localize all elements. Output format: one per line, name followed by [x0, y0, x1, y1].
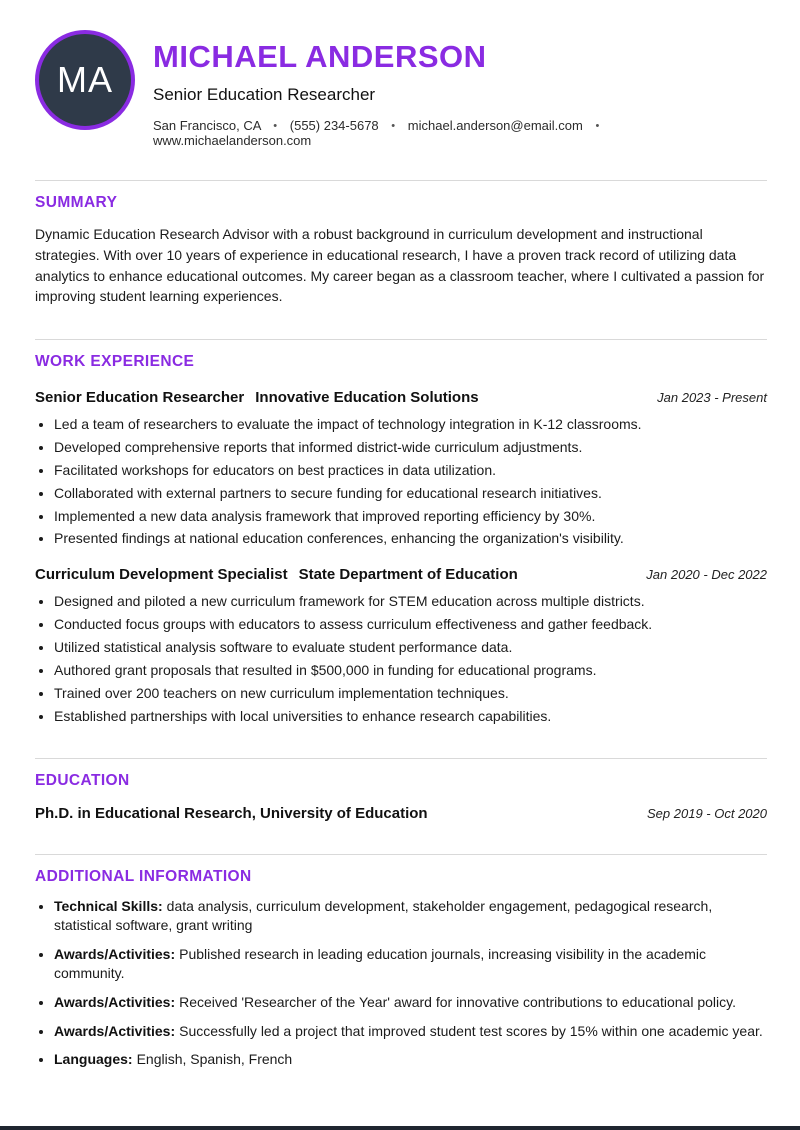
avatar — [35, 30, 135, 130]
section-divider — [35, 758, 767, 759]
candidate-name: MICHAEL ANDERSON — [153, 39, 487, 74]
candidate-title: Senior Education Researcher — [153, 85, 376, 105]
job-header — [35, 566, 767, 583]
info-item-label: Technical Skills: — [54, 897, 163, 914]
info-item-text: Published research in leading education journals, increasing visibility in the academic community. — [54, 945, 706, 982]
section-additional-information — [35, 854, 767, 1070]
education-dates: Sep 2019 - Oct 2020 — [647, 805, 767, 821]
bullet-item: • Trained over 200 teachers on new curriculum implementation techniques. — [54, 684, 767, 703]
info-item-label: Awards/Activities: — [54, 945, 176, 962]
page-bottom-edge — [0, 1126, 800, 1130]
info-item-text: Successfully led a project that improved student test scores by 15% within one academic year. — [179, 1022, 763, 1039]
dot-separator-icon: • — [273, 120, 278, 133]
additional-information-heading: ADDITIONAL INFORMATION — [35, 867, 252, 885]
bullet-item: • Implemented a new data analysis framework that improved reporting efficiency by 30%. — [54, 507, 767, 526]
job-title: Curriculum Development Specialist — [35, 566, 288, 584]
job-entry — [35, 389, 767, 548]
info-item — [54, 1050, 767, 1070]
bullet-item: • Developed comprehensive reports that informed district-wide curriculum adjustments. — [54, 438, 767, 457]
bullet-item: • Designed and piloted a new curriculum framework for STEM education across multiple districts. — [54, 592, 767, 611]
job-title-line — [35, 566, 518, 583]
bullet-item: • Authored grant proposals that resulted in $500,000 in funding for educational programs. — [54, 661, 767, 680]
bullet-item: • Led a team of researchers to evaluate the impact of technology integration in K-12 classrooms. — [54, 415, 767, 434]
info-item — [54, 993, 767, 1013]
job-bullet-list — [35, 592, 767, 725]
avatar-initials: MA — [57, 59, 113, 100]
info-item — [54, 897, 767, 936]
job-company: Innovative Education Solutions — [255, 388, 479, 406]
dot-separator-icon: • — [391, 120, 396, 133]
bullet-item: • Presented findings at national education conferences, enhancing the organization's visibility. — [54, 529, 767, 548]
summary-heading: SUMMARY — [35, 194, 118, 212]
job-bullet-list — [35, 415, 767, 548]
additional-info-list — [35, 897, 767, 1070]
work-experience-heading: WORK EXPERIENCE — [35, 352, 195, 370]
info-item — [54, 1022, 767, 1042]
info-item-text: Received 'Researcher of the Year' award for innovative contributions to educational policy. — [179, 994, 736, 1011]
section-work-experience — [35, 339, 767, 726]
bullet-item: • Utilized statistical analysis software to evaluate student performance data. — [54, 638, 767, 657]
summary-text: Dynamic Education Research Advisor with a robust background in curriculum development and instructional strategies. With over 10 years of experience in educational research, I have a proven track record of utilizing data analytics to enhance educational outcomes. My career began as a classroom teacher, where I cultivated a passion for improving student learning experiences. — [35, 226, 765, 305]
bullet-item: • Conducted focus groups with educators to assess curriculum effectiveness and gather feedback. — [54, 615, 767, 634]
contact-website: www.michaelanderson.com — [153, 133, 312, 149]
section-divider — [35, 339, 767, 340]
education-degree: Ph.D. in Educational Research, University of Education — [35, 804, 428, 822]
info-item — [54, 945, 767, 984]
contact-location: San Francisco, CA — [153, 118, 261, 134]
job-dates: Jan 2020 - Dec 2022 — [646, 567, 767, 583]
contact-phone: (555) 234-5678 — [289, 118, 379, 134]
resume-header — [35, 30, 767, 148]
section-divider — [35, 854, 767, 855]
job-dates: Jan 2023 - Present — [657, 389, 767, 405]
job-title: Senior Education Researcher — [35, 388, 245, 406]
job-header — [35, 389, 767, 406]
contact-email: michael.anderson@email.com — [407, 118, 583, 134]
education-heading: EDUCATION — [35, 771, 130, 789]
header-text — [153, 30, 767, 148]
section-education — [35, 758, 767, 822]
bullet-item: • Established partnerships with local universities to enhance research capabilities. — [54, 707, 767, 726]
info-item-label: Languages: — [54, 1051, 133, 1068]
info-item-text: English, Spanish, French — [136, 1051, 293, 1068]
info-item-label: Awards/Activities: — [54, 994, 176, 1011]
job-entry — [35, 566, 767, 725]
job-company: State Department of Education — [298, 566, 518, 584]
section-summary — [35, 180, 767, 307]
info-item-text: data analysis, curriculum development, stakeholder engagement, pedagogical research, statistical software, grant writing — [54, 897, 713, 934]
bullet-item: • Collaborated with external partners to secure funding for educational research initiatives. — [54, 484, 767, 503]
contact-row — [153, 118, 767, 148]
info-item-label: Awards/Activities: — [54, 1022, 176, 1039]
job-title-line — [35, 389, 479, 406]
education-entry — [35, 805, 767, 822]
dot-separator-icon: • — [595, 120, 600, 133]
bullet-item: • Facilitated workshops for educators on best practices in data utilization. — [54, 461, 767, 480]
section-divider — [35, 180, 767, 181]
